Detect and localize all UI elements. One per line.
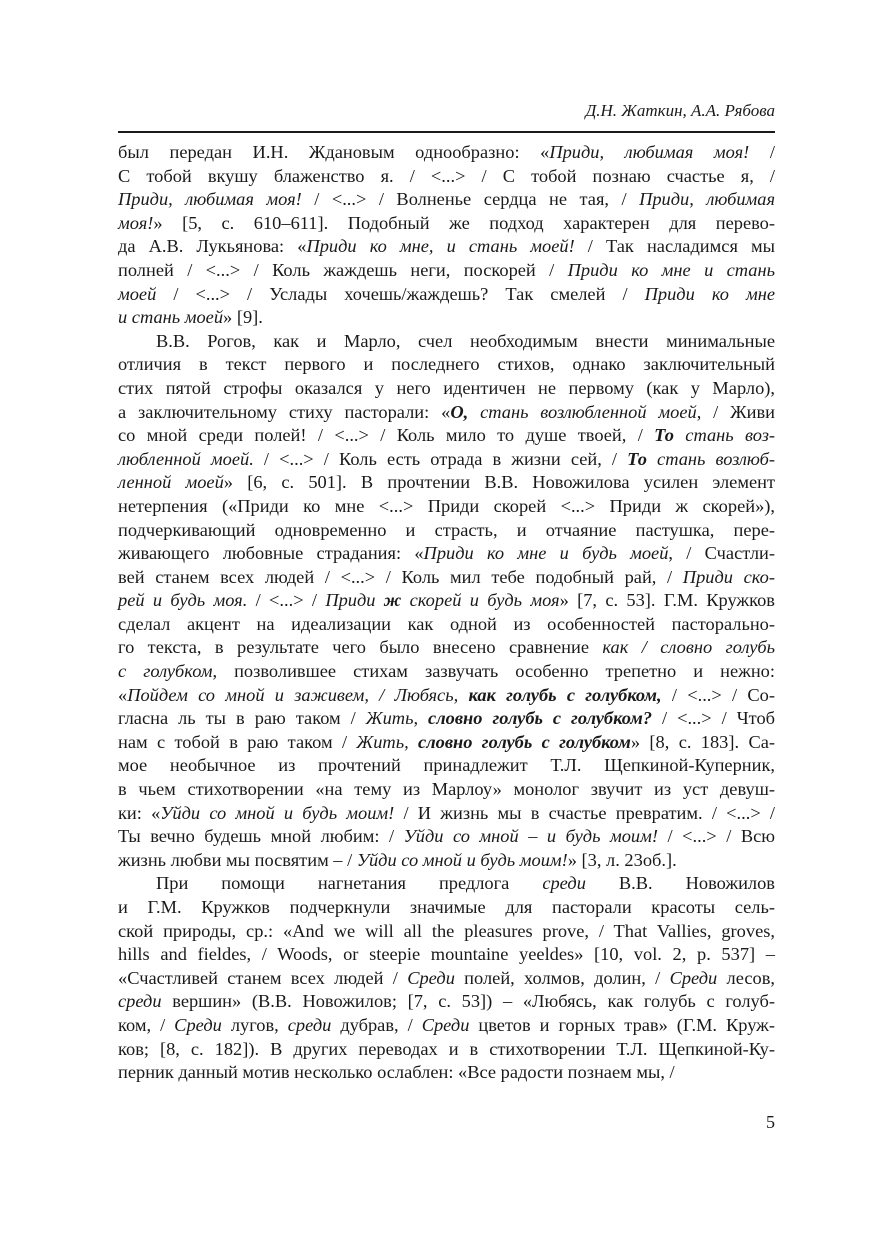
bold-italic-run: как голубь с голубком, <box>468 684 662 705</box>
paragraph <box>118 872 775 1084</box>
text-run: , позволившее стихам зазвучать особенно трепетно и нежно: <box>212 661 775 682</box>
text-run: / <...> / Всю <box>657 826 775 847</box>
text-run: ков; [8, с. 182]). В других переводах и в стихотворении Т.Л. Щепкиной-Ку- <box>118 1038 775 1059</box>
text-line <box>118 188 775 212</box>
italic-run: моей <box>118 283 157 304</box>
bold-italic-run: ж <box>383 590 402 611</box>
text-line <box>118 566 775 590</box>
text-run: » [3, л. 23об.]. <box>567 849 677 870</box>
italic-run: Уйди со мной – и будь моим! <box>403 826 658 847</box>
text-run: / <...> / Коль есть отрада в жизни сей, / <box>253 448 628 469</box>
text-line <box>118 589 775 613</box>
text-run: ки: « <box>118 802 161 823</box>
italic-run: скорей и будь моя <box>401 590 560 611</box>
italic-run: Жить, <box>365 708 429 729</box>
text-run: лугов, <box>221 1014 288 1035</box>
text-run: вершин» (В.В. Новожилов; [7, с. 53]) – «Любясь, как голубь с голуб- <box>161 991 775 1012</box>
text-line <box>118 849 775 873</box>
text-run: полней / <...> / Коль жаждешь неги, поскорей / <box>118 259 568 280</box>
text-run: / <...> / Волненье сердца не тая, / <box>301 189 640 210</box>
text-run: , / Счастли- <box>668 543 775 564</box>
italic-run: Приди ко мне и будь моей <box>423 543 669 564</box>
italic-run: Среди <box>669 967 718 988</box>
italic-run: Приди, любимая моя! <box>549 142 750 162</box>
text-line <box>118 212 775 236</box>
italic-run: Среди <box>421 1014 470 1035</box>
text-run: а заключительному стиху пасторали: « <box>118 401 451 422</box>
italic-run: Среди <box>407 967 455 988</box>
italic-run: Приди, любимая <box>639 189 775 210</box>
text-run: цветов и горных трав» (Г.М. Круж- <box>469 1014 776 1035</box>
text-run: / <...> / Со- <box>661 684 775 705</box>
italic-run: как / словно голубь <box>602 637 776 658</box>
text-run: вей станем всех людей / <...> / Коль мил тебе подобный рай, / <box>118 566 683 587</box>
bold-italic-run: О, <box>450 401 469 422</box>
italic-run: и стань моей <box>118 307 224 328</box>
text-run: сделал акцент на идеализации как одной из особенностей пасторально- <box>118 613 775 634</box>
text-run: / Так насладимся мы <box>574 236 775 257</box>
text-line <box>118 802 775 826</box>
text-line <box>118 754 775 778</box>
italic-run: Уйди со мной и будь моим! <box>160 802 395 823</box>
text-run: » [6, с. 501]. В прочтении В.В. Новожилова усилен элемент <box>223 472 775 493</box>
text-line <box>118 660 775 684</box>
text-run: в чьем стихотворении «на тему из Марлоу» монолог звучит из уст девуш- <box>118 779 775 800</box>
italic-run: стань возлюб- <box>646 448 776 469</box>
text-run: Ты вечно будешь мной любим: / <box>118 826 404 847</box>
text-run: / <...> / <box>247 590 326 611</box>
italic-run: Жить, <box>356 731 419 752</box>
text-run: , / Живи <box>696 401 775 422</box>
italic-run: любленной моей. <box>118 448 254 469</box>
text-line <box>118 306 775 330</box>
text-run: живающего любовные страдания: « <box>118 543 424 564</box>
text-run: подчеркивающий одновременно и страсть, и отчаяние пастушка, пере- <box>118 519 775 540</box>
text-run: » [5, с. 610–611]. Подобный же подход характерен для перево- <box>153 212 775 233</box>
body-text <box>118 141 775 1085</box>
text-run: стих пятой строфы оказался у него идентичен не первому (как у Марло), <box>118 377 775 398</box>
text-line <box>118 636 775 660</box>
italic-run: Пойдем со мной и заживем, / Любясь, <box>127 684 469 705</box>
text-line <box>118 731 775 755</box>
running-head-authors: Д.Н. Жаткин, А.А. Рябова <box>585 101 775 120</box>
text-run: лесов, <box>717 967 775 988</box>
text-run: мое необычное из прочтений принадлежит Т.Л. Щепкиной-Куперник, <box>118 755 775 776</box>
text-run: да А.В. Лукьянова: « <box>118 236 307 257</box>
italic-run: среди <box>542 873 586 894</box>
text-line <box>118 1014 775 1038</box>
italic-run: Приди ко мне, и стань моей! <box>306 236 575 257</box>
text-line <box>118 259 775 283</box>
text-line <box>118 1061 775 1085</box>
text-run: со мной среди полей! / <...> / Коль мило то душе твоей, / <box>118 425 655 446</box>
text-line <box>118 495 775 519</box>
italic-run: Приди ко мне и стань <box>567 259 775 280</box>
text-line <box>118 424 775 448</box>
text-line <box>118 448 775 472</box>
text-line <box>118 707 775 731</box>
paragraph <box>118 141 775 330</box>
italic-run: Приди, любимая моя! <box>118 189 302 210</box>
bold-italic-run: словно голубь с голубком <box>418 731 631 752</box>
text-run: отличия в текст первого и последнего стихов, однако заключительный <box>118 354 775 375</box>
text-line <box>118 825 775 849</box>
text-run: был передан И.Н. Ждановым однообразно: « <box>118 142 550 162</box>
italic-run: Уйди со мной и будь моим! <box>356 849 568 870</box>
text-line <box>118 920 775 944</box>
italic-run: среди <box>287 1014 332 1035</box>
text-run: ком, / <box>118 1014 175 1035</box>
text-line <box>118 896 775 920</box>
text-line <box>118 778 775 802</box>
text-line <box>118 401 775 425</box>
text-run: жизнь любви мы посвятим – / <box>118 849 357 870</box>
text-run: перник данный мотив несколько ослаблен: «Все радости познаем мы, / <box>118 1062 675 1083</box>
text-line <box>118 943 775 967</box>
text-line <box>118 353 775 377</box>
text-line <box>118 967 775 991</box>
text-run: « <box>118 684 128 705</box>
text-run: » [7, с. 53]. Г.М. Кружков <box>559 590 775 611</box>
text-run: » [8, с. 183]. Са- <box>630 731 775 752</box>
text-line <box>118 165 775 189</box>
italic-run: среди <box>118 991 162 1012</box>
text-run: нам с тобой в раю таком / <box>118 731 357 752</box>
text-run: » [9]. <box>223 307 263 328</box>
text-line <box>118 235 775 259</box>
text-line <box>118 141 775 165</box>
italic-run: Приди <box>325 590 384 611</box>
text-run: В.В. Новожилов <box>585 873 775 894</box>
text-run: ской природы, ср.: «And we will all the pleasures prove, / That Vallies, groves, <box>118 920 775 941</box>
text-run: и Г.М. Кружков подчеркнули значимые для пасторали красоты сель- <box>118 897 775 917</box>
bold-italic-run: То <box>627 448 647 469</box>
page-number: 5 <box>766 1112 775 1132</box>
paragraph <box>118 330 775 873</box>
text-line <box>118 377 775 401</box>
text-run: дубрав, / <box>331 1014 422 1035</box>
italic-run: с голубком <box>118 661 213 682</box>
text-line <box>118 872 775 896</box>
text-run: При помощи нагнетания предлога <box>156 873 543 894</box>
bold-italic-run: словно голубь с голубком? <box>428 708 653 729</box>
text-line <box>118 519 775 543</box>
text-line <box>118 471 775 495</box>
header-rule <box>118 131 775 133</box>
text-line <box>118 330 775 354</box>
text-run: / <...> / Услады хочешь/жаждешь? Так смелей / <box>156 283 645 304</box>
italic-run: моя! <box>118 212 154 233</box>
italic-run: рей и будь моя. <box>118 590 248 611</box>
text-run: hills and fieldes, / Woods, or steepie mountaine yeeldes» [10, vol. 2, p. 537] – <box>118 944 775 965</box>
text-run: полей, холмов, долин, / <box>454 967 670 988</box>
italic-run: стань воз- <box>673 425 776 446</box>
text-run: С тобой вкушу блаженство я. / <...> / С тобой познаю счастье я, / <box>118 165 775 186</box>
italic-run: Приди ко мне <box>644 283 775 304</box>
text-run: нетерпения («Приди ко мне <...> Приди скорей <...> Приди ж скорей»), <box>118 495 775 516</box>
italic-run: стань возлюбленной моей <box>468 401 697 422</box>
text-line <box>118 542 775 566</box>
bold-italic-run: То <box>654 425 674 446</box>
text-line <box>118 990 775 1014</box>
text-run: / <box>749 142 775 162</box>
italic-run: Приди ско- <box>682 566 776 587</box>
text-run: гласна ль ты в раю таком / <box>118 708 366 729</box>
text-run: В.В. Рогов, как и Марло, счел необходимым внести минимальные <box>156 330 775 351</box>
text-run: го текста, в результате чего было внесено сравнение <box>118 637 603 658</box>
text-run: «Счастливей станем всех людей / <box>118 967 408 988</box>
text-run: / И жизнь мы в счастье превратим. / <...> / <box>394 802 775 823</box>
italic-run: ленной моей <box>118 472 224 493</box>
text-run: / <...> / Чтоб <box>652 708 776 729</box>
italic-run: Среди <box>174 1014 222 1035</box>
text-line <box>118 613 775 637</box>
text-line <box>118 684 775 708</box>
text-line <box>118 283 775 307</box>
text-line <box>118 1038 775 1062</box>
